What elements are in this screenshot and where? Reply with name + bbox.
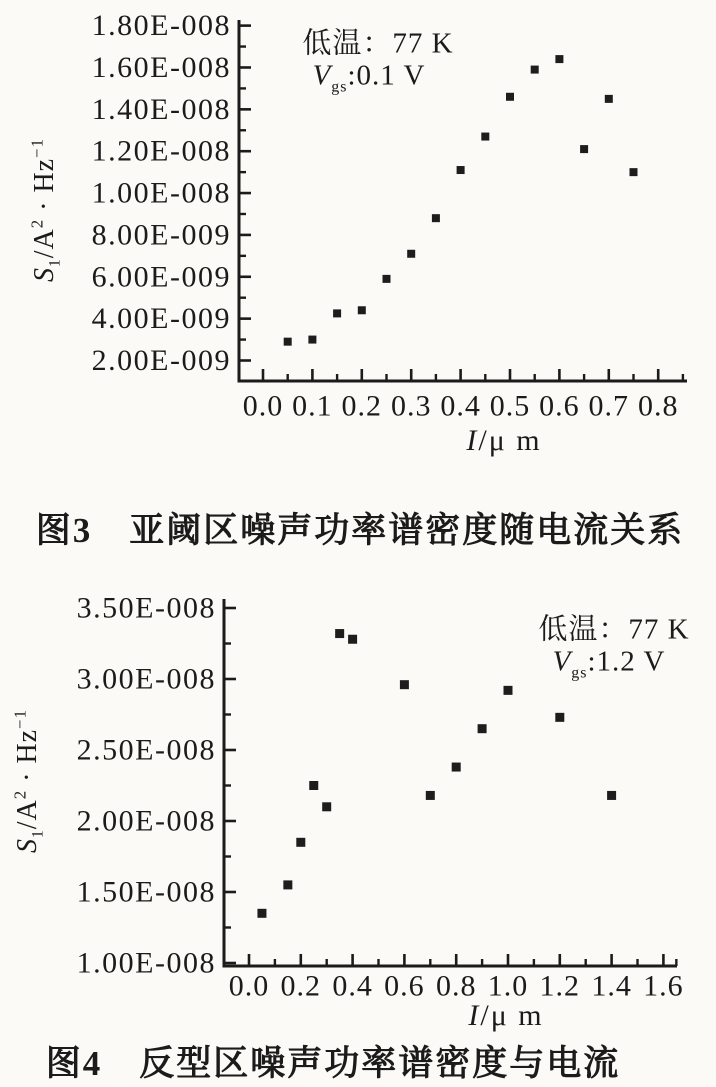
fig3-data-point (333, 309, 341, 317)
fig3-y-tick-label: 1.80E-008 (91, 9, 231, 43)
fig4-data-point (555, 713, 564, 722)
fig3-data-point (308, 336, 316, 344)
fig3-data-point (630, 168, 638, 176)
fig4-data-point (348, 635, 357, 644)
fig3-data-point (383, 275, 391, 283)
fig3-y-tick-label: 2.00E-009 (91, 344, 231, 377)
fig3-data-point (481, 133, 489, 141)
fig3-data-point (555, 55, 563, 63)
fig4-data-point (426, 791, 435, 800)
fig3-data-point (407, 250, 415, 258)
fig4-x-tick-label: 0.8 (435, 969, 477, 1003)
fig3-data-point (531, 66, 539, 74)
fig3-y-tick-label: 1.20E-008 (91, 134, 231, 168)
fig4-data-point (478, 724, 487, 733)
fig4-data-point (309, 781, 318, 790)
fig4-y-tick-label: 3.50E-008 (76, 591, 216, 625)
fig4-x-tick-label: 0.4 (332, 969, 373, 1003)
fig4-data-point (296, 838, 305, 847)
fig3-x-tick-label: 0.7 (588, 389, 630, 423)
fig3-y-tick-label: 1.00E-008 (91, 176, 231, 210)
fig3-data-point (457, 166, 465, 174)
fig4-y-tick-label: 2.50E-008 (76, 733, 216, 767)
fig3-y-tick-label: 1.60E-008 (91, 50, 231, 84)
fig4-x-tick-label: 1.0 (487, 969, 529, 1003)
fig3-data-point (580, 145, 588, 153)
fig4-y-tick-label: 3.00E-008 (76, 662, 216, 696)
fig4-data-point (452, 763, 461, 772)
fig3-data-point (358, 306, 366, 314)
fig4-x-tick-label: 0.0 (228, 969, 270, 1003)
fig4-y-tick-label: 1.50E-008 (76, 875, 216, 909)
fig3-y-tick-label: 1.40E-008 (91, 92, 231, 126)
fig3-data-point (284, 338, 292, 346)
fig4-data-point (322, 802, 331, 811)
fig4-x-tick-label: 0.2 (280, 969, 322, 1003)
fig4-y-tick-label: 2.00E-008 (76, 804, 216, 838)
fig4-data-point (504, 686, 513, 695)
fig3-y-tick-label: 6.00E-009 (91, 260, 231, 294)
fig4-x-tick-label: 0.6 (384, 969, 425, 1003)
fig3-annotation-vgs: $V_{gs}:0.1$ V (312, 59, 426, 96)
fig4-x-tick-label: 1.2 (539, 969, 581, 1003)
fig3-data-point (605, 95, 613, 103)
fig4-x-tick-label: 1.4 (591, 969, 632, 1003)
fig4-data-point (257, 909, 266, 918)
fig4-annotation-temperature: 低温：77 K (538, 613, 690, 646)
fig3-x-tick-label: 0.3 (390, 389, 432, 423)
fig3-x-axis-title: I/μ m (466, 424, 542, 457)
fig4-caption: 图4 反型区噪声功率谱密度与电流 (45, 1044, 621, 1083)
fig3-data-point (506, 93, 514, 101)
fig3-data-point (432, 214, 440, 222)
fig4-y-axis-title: $S_1/A^2 \cdot Hz^{-1}$ (10, 709, 47, 853)
fig4-x-axis-title: I/μ m (468, 999, 544, 1032)
fig4-data-point (283, 880, 292, 889)
fig3-y-axis-title: $S_1/A^2 \cdot Hz^{-1}$ (27, 138, 64, 282)
fig3-caption: 图3 亚阈区噪声功率谱密度随电流关系 (35, 511, 685, 550)
fig3-y-tick-label: 8.00E-009 (91, 218, 231, 252)
fig3-x-tick-label: 0.0 (242, 389, 284, 423)
fig3-x-tick-label: 0.8 (637, 389, 679, 423)
fig3-x-tick-label: 0.5 (489, 389, 531, 423)
fig3-x-tick-label: 0.1 (292, 389, 333, 423)
fig4-x-tick-label: 1.6 (643, 969, 684, 1003)
fig3-annotation-temperature: 低温：77 K (302, 27, 454, 60)
fig4-data-point (400, 680, 409, 689)
fig3-x-tick-label: 0.6 (539, 389, 580, 423)
fig3-x-tick-label: 0.4 (440, 389, 481, 423)
fig4-data-point (335, 629, 344, 638)
fig3-y-tick-label: 4.00E-009 (91, 302, 231, 336)
fig3-axes (239, 20, 687, 381)
fig4-annotation-vgs: $V_{gs}:1.2$ V (552, 645, 666, 682)
fig4-y-tick-label: 1.00E-008 (76, 946, 216, 980)
fig4-data-point (607, 791, 616, 800)
fig3-x-tick-label: 0.2 (341, 389, 383, 423)
